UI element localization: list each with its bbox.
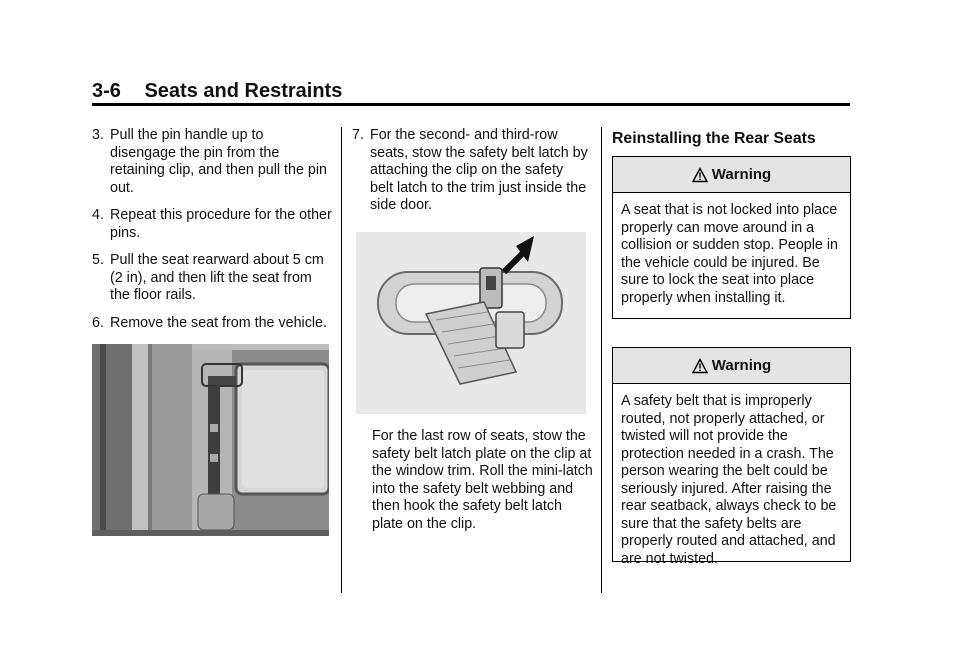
step-4: 4. Repeat this procedure for the other pins. <box>92 207 332 241</box>
step-3: 3. Pull the pin handle up to disengage the pin from the retaining clip, and then pull the pin out. <box>92 127 327 196</box>
column-left <box>92 127 332 342</box>
step-5: 5. Pull the seat rearward about 5 cm (2 in), and then lift the seat from the floor rails. <box>92 252 324 303</box>
warning-box-1 <box>612 156 851 319</box>
warning-title: Warning <box>613 157 850 193</box>
warning-icon <box>692 167 708 183</box>
column-middle <box>352 127 590 225</box>
section-number: 3-6 <box>92 80 121 102</box>
page-header <box>92 80 342 103</box>
warning-title: Warning <box>613 348 850 384</box>
section-heading: Reinstalling the Rear Seats <box>612 130 816 147</box>
page-title: Seats and Restraints <box>144 80 343 102</box>
column-divider-2 <box>601 127 602 593</box>
warning-text: A safety belt that is improperly routed, not properly attached, or twisted will not provide the protection needed in a crash. The person wearing the belt could be seriously injured. After raising the rear seatback, always check to be sure that the safety belts are properly routed and attached, and are not twisted. <box>621 393 837 567</box>
last-row-note: For the last row of seats, stow the safety belt latch plate on the clip at the window trim. Roll the mini-latch into the safety belt webbing and then hook the safety belt latch plate on the clip. <box>372 428 593 532</box>
column-divider-1 <box>341 127 342 593</box>
seat-belt-photo <box>92 344 329 536</box>
warning-box-2 <box>612 347 851 567</box>
belt-latch-illustration <box>356 232 586 414</box>
warning-text: A seat that is not locked into place properly can move around in a collision or sudden stop. People in the vehicle could be injured. Be sure to lock the seat into place properly when installing it. <box>621 202 838 306</box>
header-rule <box>92 103 850 106</box>
warning-icon <box>692 358 708 374</box>
step-7: 7. For the second- and third-row seats, stow the safety belt latch by attaching the clip on the safety belt latch to the trim just inside the side door. <box>352 127 588 213</box>
step-6: 6. Remove the seat from the vehicle. <box>92 314 327 331</box>
